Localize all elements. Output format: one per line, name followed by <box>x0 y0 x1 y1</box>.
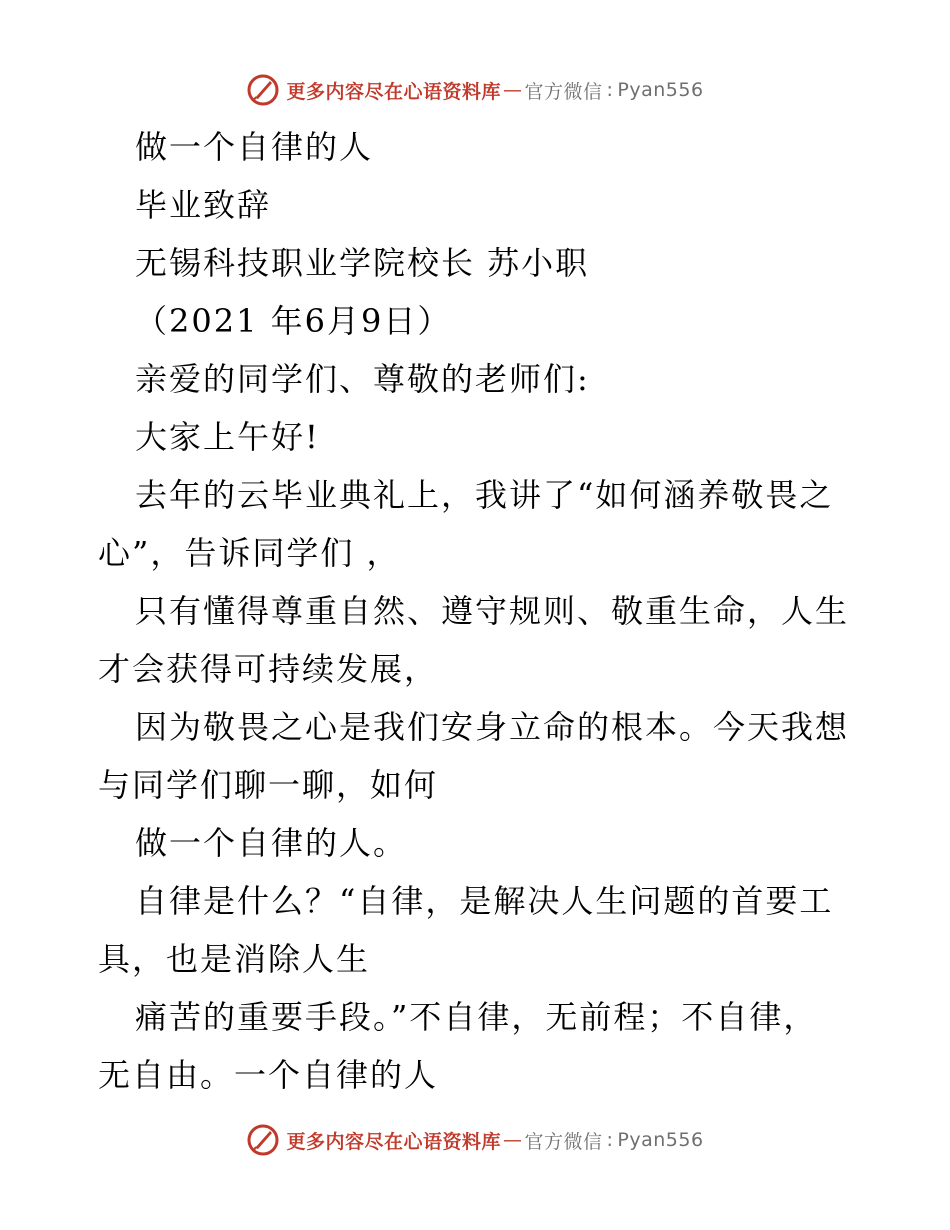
document-line: 心”，告诉同学们 ， <box>98 534 401 572</box>
document-line: 无锡科技职业学院校长 苏小职 <box>135 244 590 282</box>
banner-dash: — <box>502 79 523 101</box>
footer-banner <box>0 1120 950 1160</box>
document-line: （2021 年6月9日） <box>135 302 452 340</box>
document-line: 亲爱的同学们、尊敬的老师们: <box>135 360 590 398</box>
document-line: 大家上午好! <box>135 418 320 456</box>
document-line: 才会获得可持续发展， <box>98 650 439 688</box>
banner-account-label: 官方微信 <box>524 80 603 103</box>
document-line: 无自由。一个自律的人 <box>98 1056 439 1094</box>
document-line: 毕业致辞 <box>135 186 272 224</box>
document-line: 具，也是消除人生 <box>98 940 371 978</box>
quill-logo-icon <box>246 1123 280 1157</box>
banner-site-text: 更多内容尽在心语资料库 <box>286 1130 501 1153</box>
banner-account-label: 官方微信 <box>524 1130 603 1153</box>
banner-site-text: 更多内容尽在心语资料库 <box>286 80 501 103</box>
quill-logo-icon <box>246 73 280 107</box>
document-body <box>0 118 950 1104</box>
banner-account-id: Pyan556 <box>617 1129 704 1151</box>
banner-separator: : <box>606 79 614 101</box>
document-line: 因为敬畏之心是我们安身立命的根本。今天我想 <box>135 708 850 746</box>
document-line: 自律是什么？“自律，是解决人生问题的首要工 <box>135 882 834 920</box>
document-line: 与同学们聊一聊，如何 <box>98 766 439 804</box>
header-banner <box>0 70 950 110</box>
banner-dash: — <box>502 1129 523 1151</box>
document-line: 痛苦的重要手段。”不自律，无前程；不自律， <box>135 998 818 1036</box>
document-line: 做一个自律的人。 <box>135 824 408 862</box>
document-line: 只有懂得尊重自然、遵守规则、敬重生命，人生 <box>135 592 850 630</box>
banner-account-id: Pyan556 <box>617 79 704 101</box>
document-line: 去年的云毕业典礼上，我讲了“如何涵养敬畏之 <box>135 476 834 514</box>
document-line: 做一个自律的人 <box>135 128 374 166</box>
banner-separator: : <box>606 1129 614 1151</box>
